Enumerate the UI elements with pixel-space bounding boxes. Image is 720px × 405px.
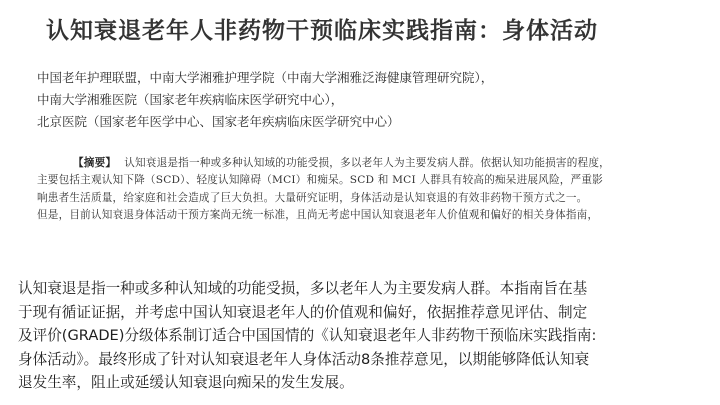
paragraph-line: 及评价(GRADE)分级体系制订适合中国国情的《认知衰退老年人非药物干预临床实践指南: bbox=[18, 327, 597, 345]
affiliation-line: 中南大学湘雅医院（国家老年疾病临床医学研究中心）， bbox=[37, 92, 344, 107]
document-title: 认知衰退老年人非药物干预临床实践指南：身体活动 bbox=[46, 18, 598, 44]
affiliation-line: 中国老年护理联盟，中南大学湘雅护理学院（中南大学湘雅泛海健康管理研究院）， bbox=[37, 70, 494, 85]
paragraph-line: 认知衰退是指一种或多种认知域的功能受损，多以老年人为主要发病人群。本指南旨在基 bbox=[18, 280, 588, 297]
abstract-line: 但是，目前认知衰退身体活动干预方案尚无统一标准，且尚无考虑中国认知衰退老年人价值观和偏好的相关身体指南， bbox=[37, 208, 599, 221]
abstract-section bbox=[37, 155, 689, 224]
abstract-line: 主要包括主观认知下降（SCD）、轻度认知障碍（MCI）和痴呆。SCD 和 MCI 人群具有较高的痴呆进展风险，严重影 bbox=[37, 174, 603, 187]
abstract-label: 【摘要】 bbox=[73, 157, 117, 169]
abstract-text: 认知衰退是指一种或多种认知域的功能受损，多以老年人为主要发病人群。依据认知功能损害的程度， bbox=[124, 157, 610, 169]
summary-paragraph bbox=[18, 277, 710, 395]
affiliation-line: 北京医院（国家老年医学中心、国家老年疾病临床医学研究中心） bbox=[37, 114, 400, 129]
paragraph-line: 于现有循证证据，并考虑中国认知衰退老年人的价值观和偏好，依据推荐意见评估、制定 bbox=[18, 303, 588, 321]
paragraph-line: 退发生率，阻止或延缓认知衰退向痴呆的发生发展。 bbox=[18, 374, 354, 392]
author-affiliations bbox=[37, 67, 697, 133]
abstract-line bbox=[37, 155, 689, 172]
abstract-line: 响患者生活质量，给家庭和社会造成了巨大负担。大量研究证明，身体活动是认知衰退的有效非药物干预方式之一。 bbox=[37, 191, 588, 204]
paragraph-line: 身体活动》。最终形成了针对认知衰退老年人身体活动8条推荐意见，以期能够降低认知衰 bbox=[18, 350, 590, 368]
